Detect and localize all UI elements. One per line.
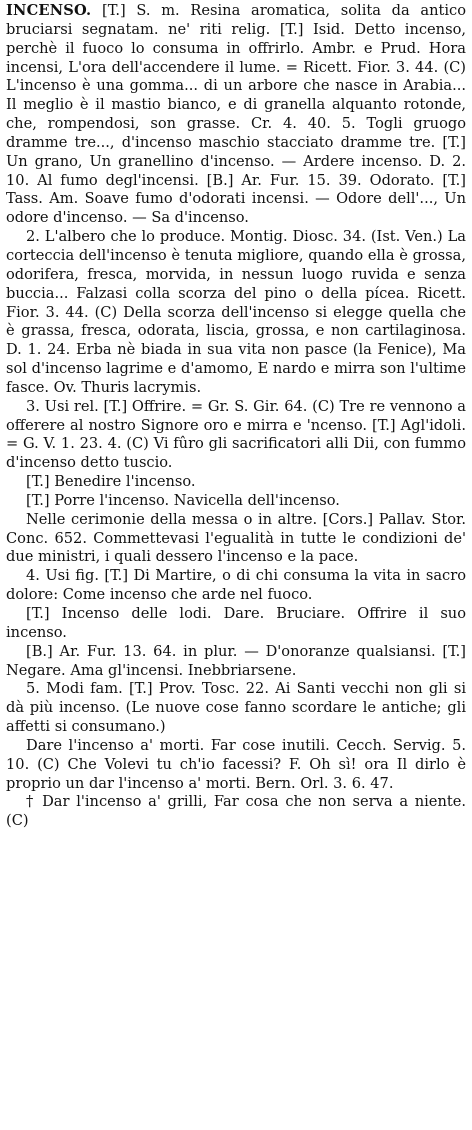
paragraph-text: 5. Modi fam. [T.] Prov. Tosc. 22. Ai Santi vecchi non gli si dà più incenso. (Le nuove cose fanno scordare le antiche; gli affetti si consumano.) [6,680,466,736]
paragraph-text: † Dar l'incenso a' grilli, Far cosa che non serva a niente. (C) [6,793,466,830]
paragraph-text: 3. Usi rel. [T.] Offrire. = Gr. S. Gir. 64. (C) Tre re vennono a offerere al nostro Signore oro e mirra e 'ncenso. [T.] Agl'idoli. = G. V. 1. 23. 4. (C) Vi fûro gli sacrificatori alli Dii, con fummo d'incenso detto tuscio. [6,397,466,472]
entry-paragraph-12 [6,793,466,831]
paragraph-text: [T.] Incenso delle lodi. Dare. Bruciare. Offrire il suo incenso. [6,605,466,641]
paragraph-text: 2. L'albero che lo produce. Montig. Diosc. 34. (Ist. Ven.) La corteccia dell'incenso è tenuta migliore, quando ella è grossa, odorifera, fresca, morvida, in nessun luogo ruvida e senza buccia... Falzasi colla scorza del pino o della pícea. Ricett. Fior. 3. 44. (C) Della scorza dell'incenso si elegge quella che è grassa, fresca, odorata, liscia, grossa, e non cartilaginosa. D. 1. 24. Erba nè biada in sua vita non pasce (la Fenice), Ma sol d'incenso lagrime e d'amomo, E nardo e mirra son l'ultime fasce. Ov. Thuris lacrymis. [6,228,466,396]
paragraph-text: 4. Usi fig. [T.] Di Martire, o di chi consuma la vita in sacro dolore: Come incenso che arde nel fuoco. [6,567,466,604]
entry-paragraph-11 [6,737,466,794]
entry-paragraph-1 [6,2,466,228]
entry-paragraph-3 [6,398,466,473]
paragraph-text: Nelle cerimonie della messa o in altre. [Cors.] Pallav. Stor. Conc. 652. Commettevasi l'egualità in tutte le condizioni de' due ministri, i quali dessero l'incenso e la pace. [6,510,466,566]
paragraph-text: [B.] Ar. Fur. 13. 64. in plur. — D'onoranze qualsiansi. [T.] Negare. Ama gl'incensi. Inebbriarsene. [6,642,466,679]
entry-paragraph-2 [6,228,466,398]
entry-paragraph-7 [6,567,466,605]
entry-paragraph-8 [6,605,466,643]
paragraph-text: [T.] Benedire l'incenso. [26,473,196,491]
paragraph-text: [T.] S. m. Resina aromatica, solita da antico bruciarsi segnatam. ne' riti relig. [T.] Isid. Detto incenso, perchè il fuoco lo consuma in offrirlo. Ambr. e Prud. Hora incensi, L'ora dell'accendere il lume. = Ricett. Fior. 3. 44. (C) L'incenso è una gomma... di un arbore che nasce in Arabia... Il meglio è il mastio bianco, e di granella alquanto rotonde, che, rompendosi, son grasse. Cr. 4. 40. 5. Togli gruogo dramme tre..., d'incenso maschio stacciato dramme tre. [T.] Un grano, Un granellino d'incenso. — Ardere incenso. D. 2. 10. Al fumo degl'incensi. [B.] Ar. Fur. 15. 39. Odorato. [T.] Tass. Am. Soave fumo d'odorati incensi. — Odore dell'..., Un odore d'incenso. — Sa d'incenso. [6,2,466,227]
entry-paragraph-5 [6,492,466,511]
paragraph-text: [T.] Porre l'incenso. Navicella dell'incenso. [26,491,340,509]
entry-paragraph-9 [6,643,466,681]
entry-paragraph-6 [6,511,466,568]
paragraph-text: Dare l'incenso a' morti. Far cose inutili. Cecch. Servig. 5. 10. (C) Che Volevi tu ch'io facessi? F. Oh sì! ora Il dirlo è proprio un dar l'incenso a' morti. Bern. Orl. 3. 6. 47. [6,736,466,792]
entry-paragraph-10 [6,680,466,737]
headword: INCENSO. [6,2,92,19]
entry-paragraph-4 [6,473,466,492]
